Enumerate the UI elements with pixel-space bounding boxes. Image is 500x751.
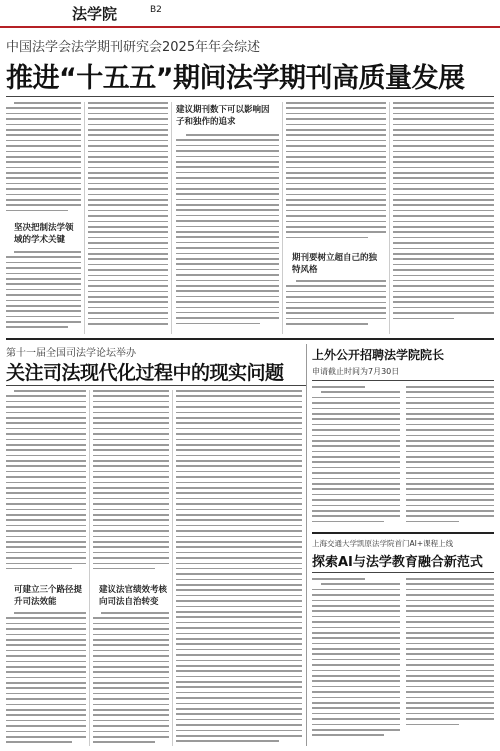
story1-column-1a (6, 102, 81, 215)
box2-rule (312, 572, 494, 573)
story1-column-2 (88, 102, 168, 334)
story1-column-1b (6, 251, 81, 337)
section-divider (6, 338, 494, 340)
story2-headline: 关注司法现代化过程中的现实问题 (6, 362, 284, 384)
story2-column-2b (93, 612, 169, 746)
story1-subhead-3: 期刊要树立超自己的独特风格 (292, 253, 378, 275)
box1-subtitle: 申请截止时间为7月30日 (312, 367, 400, 376)
column-divider (389, 102, 390, 334)
story2-column-3 (176, 390, 302, 746)
story2-subhead-1: 可建立三个路径提升司法效能 (14, 585, 83, 607)
story1-kicker: 中国法学会法学期刊研究会2025年年会综述 (6, 40, 261, 55)
box1-column-2 (406, 386, 494, 528)
section-name: 法学院 (72, 5, 118, 23)
box2-title: 探索AI与法学教育融合新范式 (312, 555, 483, 570)
box2-column-2 (406, 578, 494, 746)
box1-column-1 (312, 386, 400, 528)
story1-subhead-2: 建议期刊数下可以影响因子和独作的追求 (176, 105, 270, 127)
story1-column-3 (176, 134, 279, 334)
box1-rule (312, 380, 494, 381)
column-divider (282, 102, 283, 334)
story2-column-1a (6, 390, 86, 576)
masthead-rule (0, 26, 500, 28)
story2-column-1b (6, 612, 86, 746)
page-number: B2 (150, 5, 162, 15)
box1-title: 上外公开招聘法学院院长 (312, 348, 445, 362)
story2-kicker: 第十一届全国司法学论坛举办 (6, 348, 136, 359)
story1-subhead-1: 坚决把制法学领域的学术关键 (14, 223, 74, 245)
story2-rule (6, 385, 306, 386)
column-divider (171, 102, 172, 334)
story1-column-5 (393, 102, 494, 323)
box2-column-1 (312, 578, 400, 746)
masthead (0, 0, 500, 26)
story1-rule (6, 96, 494, 97)
story2-subhead-2: 建议法官绩效考核向司法自治转变 (99, 585, 168, 607)
story2-column-2a (93, 390, 169, 576)
column-divider (89, 390, 90, 746)
column-divider (84, 102, 85, 334)
story1-headline: 推进“十五五”期间法学期刊高质量发展 (6, 63, 465, 94)
column-divider (306, 344, 307, 746)
story1-column-4b (286, 280, 386, 334)
box2-kicker: 上海交通大学凯原法学院首门AI+课程上线 (312, 539, 454, 548)
story1-column-4a (286, 102, 386, 246)
box-divider (312, 532, 494, 534)
column-divider (172, 390, 173, 746)
